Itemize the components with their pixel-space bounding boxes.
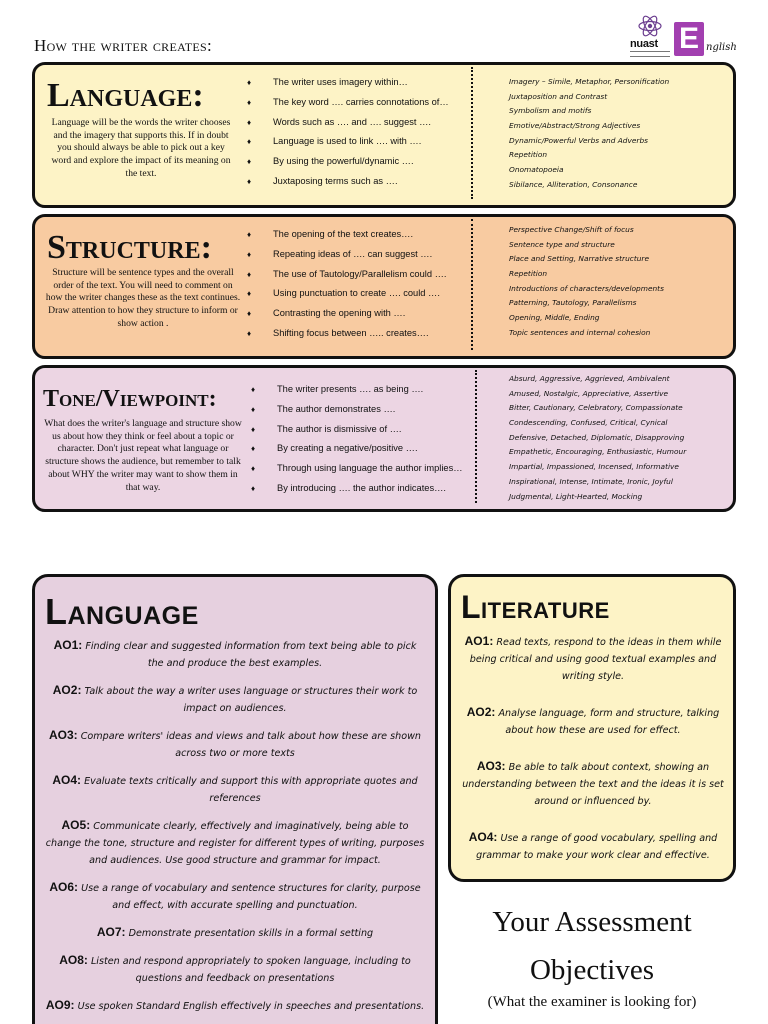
diamond-bullet-icon: ♦	[247, 97, 252, 107]
diamond-bullet-icon: ♦	[247, 78, 252, 87]
ao-code: AO1:	[464, 634, 494, 648]
ao-code: AO3:	[48, 728, 78, 742]
ao-code: AO4:	[52, 773, 82, 787]
diamond-bullet-icon: ♦	[247, 176, 252, 186]
ao-code: AO9:	[45, 998, 75, 1012]
atom-icon	[638, 14, 662, 38]
starter-item: ♦ The writer presents …. as being ….	[249, 380, 479, 400]
starter-item: ♦ Juxtaposing terms such as ….	[245, 172, 475, 192]
ao-item	[45, 817, 425, 869]
diamond-bullet-icon: ♦	[247, 249, 252, 259]
ao-text: Talk about the way a writer uses language or structures their work to impact on audiences.	[84, 686, 418, 714]
term-item: Perspective Change/Shift of focus	[509, 225, 634, 234]
dotted-divider	[475, 370, 477, 503]
logo-tagline: nglish	[706, 42, 737, 53]
starter-item: ♦ By using the powerful/dynamic ….	[245, 152, 475, 172]
starter-item: ♦ Language is used to link …. with ….	[245, 132, 475, 152]
panel-description: Language will be the words the writer chooses and the imagery that supports this. If in doubt you should always be able to pick out a key word and explore the impact of its meaning on the text.	[51, 117, 231, 179]
literature-ao-card	[448, 574, 736, 882]
ao-item	[45, 879, 425, 914]
ao-code: AO8:	[59, 953, 88, 967]
term-item: Absurd, Aggressive, Aggrieved, Ambivalent	[509, 374, 670, 383]
diamond-bullet-icon: ♦	[251, 464, 256, 474]
term-item: Bitter, Cautionary, Celebratory, Compassionate	[509, 403, 683, 413]
ao-text: Use a range of vocabulary and sentence structures for clarity, purpose and effect, with accurate spelling and punctuation.	[81, 883, 421, 911]
diamond-bullet-icon: ♦	[247, 137, 252, 147]
ao-text: Read texts, respond to the ideas in them while being critical and using good textual examples and writing style.	[469, 637, 722, 682]
sentence-starters	[245, 225, 475, 344]
ao-text: Compare writers' ideas and views and talk about how these are shown across two or more texts	[80, 731, 422, 759]
card-title: Literature	[461, 589, 610, 625]
starter-item: ♦ The writer uses imagery within…	[245, 73, 475, 93]
ao-item	[457, 633, 729, 685]
term-item: Imagery – Simile, Metaphor, Personification	[509, 77, 670, 86]
key-terms	[509, 223, 735, 341]
term-item: Repetition	[509, 269, 548, 279]
key-terms	[509, 75, 735, 193]
assessment-title: Your Assessment Objectives	[492, 906, 692, 986]
diamond-bullet-icon: ♦	[247, 309, 252, 319]
diamond-bullet-icon: ♦	[251, 385, 256, 394]
term-item: Dynamic/Powerful Verbs and Adverbs	[509, 135, 648, 145]
language-ao-card	[32, 574, 438, 1024]
diamond-bullet-icon: ♦	[247, 328, 252, 338]
ao-code: AO3:	[476, 759, 506, 773]
dotted-divider	[471, 67, 473, 199]
term-item: Empathetic, Encouraging, Enthusiastic, Humour	[509, 447, 687, 457]
ao-item	[45, 637, 425, 672]
term-item: Sibilance, Alliteration, Consonance	[509, 179, 638, 189]
term-item: Defensive, Detached, Diplomatic, Disapproving	[509, 432, 685, 442]
ao-item	[45, 997, 425, 1015]
ao-item	[457, 704, 729, 739]
term-item: Condescending, Confused, Critical, Cynical	[509, 418, 668, 428]
ao-text: Be able to talk about context, showing an understanding between the text and the ideas it is set around or influenced by.	[462, 762, 724, 807]
diamond-bullet-icon: ♦	[247, 269, 252, 279]
nuast-english-logo	[630, 14, 740, 60]
term-item: Introductions of characters/developments	[509, 283, 664, 293]
term-item: Symbolism and motifs	[509, 106, 592, 116]
panel-description: What does the writer's language and structure show us about how they think or feel about a topic or character. Don't just repeat what language or structure shows the audience, but remember to talk about WHY the writer may want to show them in that way.	[44, 418, 242, 493]
ao-item	[45, 772, 425, 807]
sentence-starters	[249, 380, 479, 499]
diamond-bullet-icon: ♦	[251, 444, 256, 454]
diamond-bullet-icon: ♦	[247, 117, 252, 127]
term-item: Place and Setting, Narrative structure	[509, 254, 649, 264]
starter-item: ♦ The use of Tautology/Parallelism could ….	[245, 265, 475, 285]
term-item: Patterning, Tautology, Parallelisms	[509, 298, 637, 308]
page-heading: How the writer creates:	[34, 36, 212, 55]
ao-item	[457, 829, 729, 864]
starter-item: ♦ By creating a negative/positive ….	[249, 439, 479, 459]
starter-item: ♦ Words such as …. and …. suggest ….	[245, 113, 475, 133]
panel-description: Structure will be sentence types and the overall order of the text. You will need to comment on how the writer changes these as the text continues. Draw attention to how they structure to inform or show action .	[45, 267, 241, 329]
ao-code: AO1:	[53, 638, 83, 652]
structure-panel	[32, 214, 736, 359]
ao-list	[457, 633, 729, 882]
ao-code: AO7:	[96, 925, 126, 939]
term-item: Amused, Nostalgic, Appreciative, Assertive	[509, 388, 669, 398]
term-item: Sentence type and structure	[509, 239, 615, 249]
ao-code: AO2:	[466, 705, 496, 719]
ao-text: Use spoken Standard English effectively in speeches and presentations.	[77, 1001, 425, 1012]
ao-item	[45, 952, 425, 987]
term-item: Inspirational, Intense, Intimate, Ironic, Joyful	[509, 476, 673, 486]
starter-item: ♦ The author is dismissive of ….	[249, 420, 479, 440]
starter-item: ♦ The key word …. carries connotations of…	[245, 93, 475, 113]
key-terms	[509, 372, 735, 504]
logo-brand: nuast	[630, 38, 658, 50]
logo-underline	[630, 51, 670, 57]
dotted-divider	[471, 219, 473, 350]
starter-item: ♦ By introducing …. the author indicates….	[249, 479, 479, 499]
term-item: Judgmental, Light-Hearted, Mocking	[509, 491, 643, 501]
diamond-bullet-icon: ♦	[251, 424, 256, 434]
ao-text: Demonstrate presentation skills in a formal setting	[128, 928, 374, 939]
ao-item	[45, 682, 425, 717]
ao-text: Finding clear and suggested information from text being able to pick the and produce the best examples.	[85, 641, 417, 669]
ao-text: Listen and respond appropriately to spoken language, including to questions and feedback on presentations	[90, 956, 411, 984]
ao-list	[45, 637, 425, 1024]
ao-text: Evaluate texts critically and support this with appropriate quotes and references	[84, 776, 418, 804]
term-item: Impartial, Impassioned, Incensed, Informative	[509, 462, 679, 472]
term-item: Onomatopoeia	[509, 165, 564, 175]
ao-code: AO5:	[61, 818, 91, 832]
panel-title: Language:	[47, 77, 204, 114]
term-item: Repetition	[509, 150, 548, 160]
ao-text: Communicate clearly, effectively and imaginatively, being able to change the tone, structure and register for different types of writing, purposes and audiences. Use good structure and grammar for impact.	[45, 821, 425, 866]
sentence-starters	[245, 73, 475, 192]
diamond-bullet-icon: ♦	[247, 289, 252, 299]
diamond-bullet-icon: ♦	[247, 157, 252, 167]
language-panel	[32, 62, 736, 208]
term-item: Juxtaposition and Contrast	[509, 91, 608, 101]
term-item: Opening, Middle, Ending	[509, 313, 600, 323]
starter-item: ♦ Repeating ideas of …. can suggest ….	[245, 245, 475, 265]
starter-item: ♦ Contrasting the opening with ….	[245, 304, 475, 324]
ao-item	[45, 727, 425, 762]
diamond-bullet-icon: ♦	[247, 230, 252, 239]
diamond-bullet-icon: ♦	[251, 483, 256, 493]
panel-title: Tone/Viewpoint:	[43, 386, 217, 412]
starter-item: ♦ The opening of the text creates….	[245, 225, 475, 245]
ao-item	[45, 924, 425, 942]
panel-title: Structure:	[47, 229, 212, 266]
ao-code: AO2:	[52, 683, 82, 697]
tone-viewpoint-panel	[32, 365, 736, 512]
card-title: Language	[45, 591, 199, 632]
assessment-subtitle: (What the examiner is looking for)	[487, 994, 697, 1010]
ao-code: AO6:	[49, 880, 79, 894]
starter-item: ♦ Shifting focus between ….. creates….	[245, 324, 475, 344]
starter-item: ♦ Through using language the author implies…	[249, 459, 479, 479]
logo-e-block: E	[674, 22, 704, 56]
starter-item: ♦ The author demonstrates ….	[249, 400, 479, 420]
term-item: Topic sentences and internal cohesion	[509, 327, 651, 337]
ao-text: Use a range of good vocabulary, spelling and grammar to make your work clear and effective.	[476, 833, 718, 861]
ao-item	[457, 758, 729, 810]
ao-code: AO4:	[468, 830, 498, 844]
term-item: Emotive/Abstract/Strong Adjectives	[509, 121, 641, 131]
diamond-bullet-icon: ♦	[251, 404, 256, 414]
starter-item: ♦ Using punctuation to create …. could ….	[245, 284, 475, 304]
ao-text: Analyse language, form and structure, talking about how these are used for effect.	[498, 708, 720, 736]
